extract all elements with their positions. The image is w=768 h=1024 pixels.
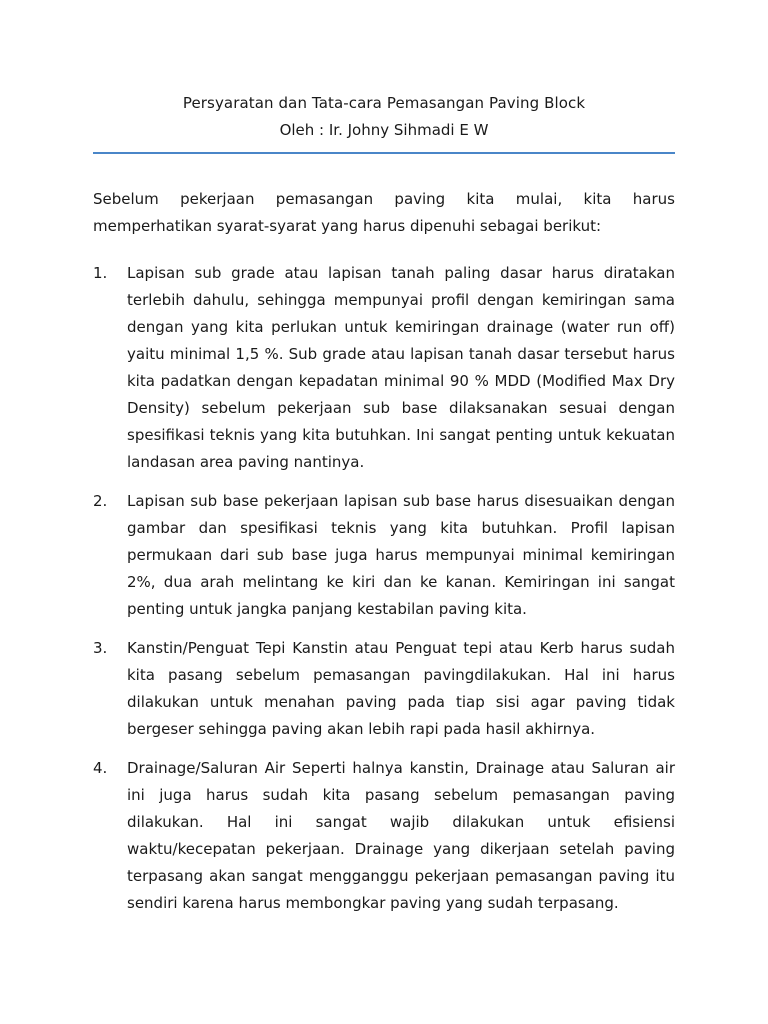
list-item xyxy=(93,488,675,623)
list-item-text: Drainage/Saluran Air Seperti halnya kanstin, Drainage atau Saluran air ini juga harus sudah kita pasang sebelum pemasangan paving dilakukan. Hal ini sangat wajib dilakukan untuk efisiensi waktu/kecepatan pekerjaan. Drainage yang dikerjaan setelah paving terpasang akan sangat mengganggu pekerjaan pemasangan paving itu sendiri karena harus membongkar paving yang sudah terpasang. xyxy=(127,759,675,912)
list-item-text: Lapisan sub base pekerjaan lapisan sub base harus disesuaikan dengan gambar dan spesifikasi teknis yang kita butuhkan. Profil lapisan permukaan dari sub base juga harus mempunyai minimal kemiringan 2%, dua arah melintang ke kiri dan ke kanan. Kemiringan ini sangat penting untuk jangka panjang kestabilan paving kita. xyxy=(127,492,675,618)
list-item xyxy=(93,260,675,476)
requirements-list xyxy=(93,260,675,917)
list-item-number: 3. xyxy=(93,639,108,657)
document-title: Persyaratan dan Tata-cara Pemasangan Paving Block xyxy=(182,94,586,112)
list-item-number: 1. xyxy=(93,264,108,282)
intro-paragraph: Sebelum pekerjaan pemasangan paving kita mulai, kita harus memperhatikan syarat-syarat yang harus dipenuhi sebagai berikut: xyxy=(93,190,675,235)
list-item-number: 4. xyxy=(93,759,108,777)
list-item-text: Lapisan sub grade atau lapisan tanah paling dasar harus diratakan terlebih dahulu, sehingga mempunyai profil dengan kemiringan sama dengan yang kita perlukan untuk kemiringan drainage (water run off) yaitu minimal 1,5 %. Sub grade atau lapisan tanah dasar tersebut harus kita padatkan dengan kepadatan minimal 90 % MDD (Modified Max Dry Density) sebelum pekerjaan sub base dilaksanakan sesuai dengan spesifikasi teknis yang kita butuhkan. Ini sangat penting untuk kekuatan landasan area paving nantinya. xyxy=(127,264,675,471)
list-item xyxy=(93,635,675,743)
header xyxy=(93,0,675,142)
list-item-number: 2. xyxy=(93,492,108,510)
document-author: Oleh : Ir. Johny Sihmadi E W xyxy=(279,121,489,139)
list-item xyxy=(93,755,675,917)
list-item-text: Kanstin/Penguat Tepi Kanstin atau Penguat tepi atau Kerb harus sudah kita pasang sebelum pemasangan pavingdilakukan. Hal ini harus dilakukan untuk menahan paving pada tiap sisi agar paving tidak bergeser sehingga paving akan lebih rapi pada hasil akhirnya. xyxy=(127,639,675,738)
header-divider xyxy=(93,152,675,154)
